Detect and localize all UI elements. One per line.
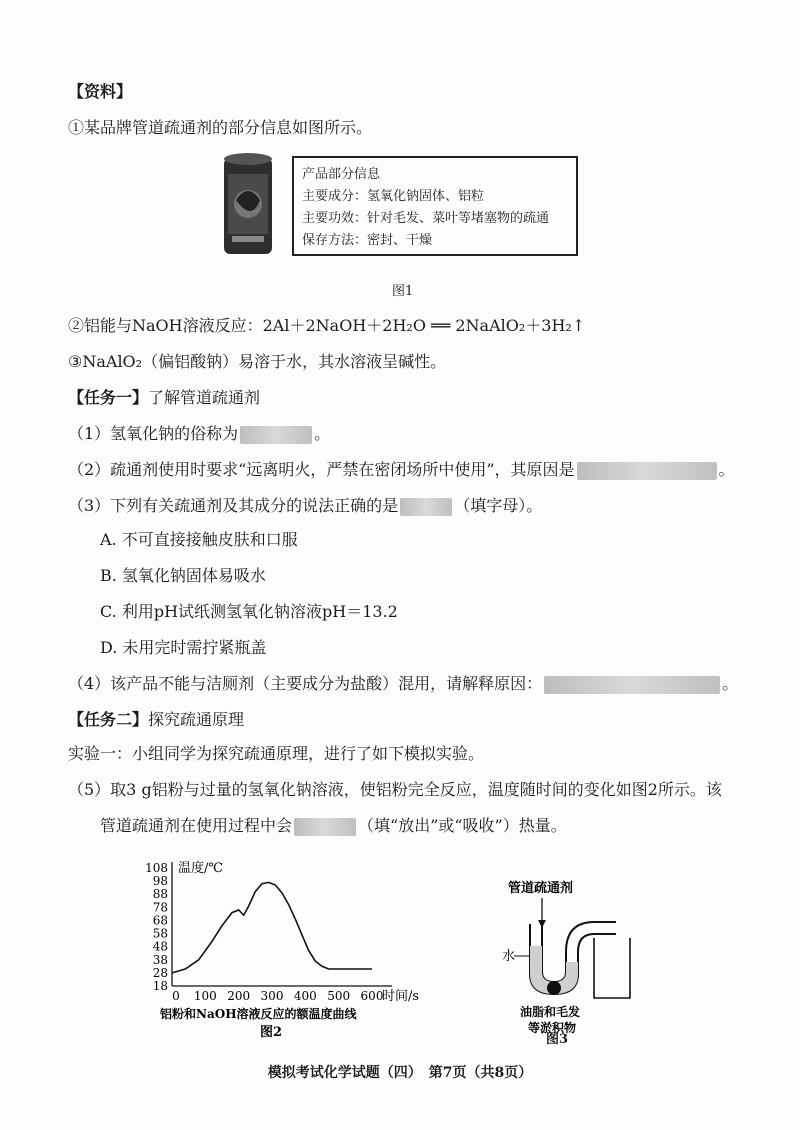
question-5-end: （填“放出”或“吸收”）热量。 [358, 816, 567, 835]
clog-deposit-icon [547, 981, 561, 995]
answer-blank-3[interactable] [400, 498, 452, 516]
question-5-line-2 [100, 816, 567, 836]
page-footer: 模拟考试化学试题（四） 第7页（共8页） [267, 1065, 533, 1081]
task-2-text: 探究疏通原理 [148, 710, 245, 729]
info-item-1: ①某品牌管道疏通剂的部分信息如图所示。 [68, 118, 373, 137]
option-b: B. 氢氧化钠固体易吸水 [100, 566, 266, 585]
chart-x-tick-label: 400 [293, 989, 317, 1003]
question-5-text: 管道疏通剂在使用过程中会 [100, 816, 293, 835]
chart-y-label: 温度/℃ [178, 861, 223, 876]
figure-1-caption: 图1 [392, 284, 414, 299]
reaction-equation: 2Al＋2NaOH＋2H₂O ══ 2NaAlO₂＋3H₂↑ [262, 316, 586, 335]
chart-y-tick-label: 88 [152, 887, 168, 902]
task-1-text: 了解管道疏通剂 [148, 388, 261, 407]
chart-y-tick-label: 28 [152, 965, 168, 980]
answer-blank-4[interactable] [544, 676, 720, 694]
product-info-title: 产品部分信息 [302, 167, 381, 182]
chart-y-tick-label: 108 [145, 861, 168, 875]
experiment-1: 实验一：小组同学为探究疏通原理，进行了如下模拟实验。 [68, 744, 485, 763]
question-4-end: 。 [722, 674, 739, 693]
question-1 [68, 424, 330, 444]
info-item-2-prefix: ②铝能与NaOH溶液反应： [68, 316, 263, 335]
figure-2-label: 图2 [260, 1025, 283, 1040]
figure-3-label: 图3 [546, 1032, 569, 1047]
clog-label-1: 油脂和毛发 [520, 1005, 581, 1019]
task-2-title [68, 710, 244, 730]
question-5-line-1: （5）取3 g铝粉与过量的氢氧化钠溶液，使铝粉完全反应，温度随时间的变化如图2所示。该 [68, 780, 722, 799]
product-info-line: 主要成分：氢氧化钠固体、铝粒 [302, 189, 485, 204]
info-item-2 [68, 316, 585, 336]
chart-x-tick-label: 100 [193, 989, 217, 1003]
question-4 [68, 674, 738, 694]
beaker-icon [594, 938, 630, 998]
chart-x-tick-label: 500 [327, 989, 351, 1003]
chart-y-tick-label: 48 [152, 939, 168, 954]
product-info-box [292, 156, 578, 256]
question-2-text: （2）疏通剂使用时要求“远离明火，严禁在密闭场所中使用”，其原因是 [68, 460, 575, 479]
answer-blank-2[interactable] [577, 462, 717, 480]
answer-blank-1[interactable] [240, 426, 312, 444]
chart-x-tick-label: 0 [172, 989, 180, 1003]
chart-y-tick-label: 78 [152, 900, 168, 915]
chart-y-tick-label: 38 [152, 952, 168, 967]
option-c: C. 利用pH试纸测氢氧化钠溶液pH＝13.2 [100, 602, 398, 621]
temperature-curve [172, 882, 372, 973]
question-2 [68, 460, 735, 480]
task-1-title [68, 388, 260, 408]
section-header-materials: 【资料】 [68, 82, 133, 101]
product-info-line: 保存方法：密封、干燥 [302, 233, 433, 248]
pipe-agent-label: 管道疏通剂 [508, 881, 574, 896]
answer-blank-5[interactable] [294, 818, 356, 836]
chart-caption: 铝粉和NaOH溶液反应的额温度曲线 [160, 1007, 357, 1021]
chart-y-tick-label: 98 [152, 874, 168, 889]
product-info-line: 主要功效：针对毛发、菜叶等堵塞物的疏通 [302, 211, 550, 226]
question-3 [68, 496, 542, 516]
task-2-bracket: 【任务二】 [68, 710, 149, 729]
option-d: D. 未用完时需拧紧瓶盖 [100, 638, 267, 657]
task-1-bracket: 【任务一】 [68, 388, 149, 407]
chart-x-label: 时间/s [382, 989, 420, 1004]
chart-y-tick-label: 18 [152, 979, 168, 993]
product-can-image [222, 152, 274, 256]
temperature-chart [130, 846, 420, 1046]
info-item-3: ③NaAlO₂（偏铝酸钠）易溶于水，其水溶液呈碱性。 [68, 352, 447, 371]
question-1-text: （1）氢氧化钠的俗称为 [68, 424, 239, 443]
drain-pipe-diagram [490, 876, 660, 1046]
question-3-end: （填字母）。 [454, 496, 543, 515]
question-3-text: （3）下列有关疏通剂及其成分的说法正确的是 [68, 496, 399, 515]
clog-label-2: 等淤积物 [528, 1021, 577, 1035]
option-a: A. 不可直接接触皮肤和口服 [100, 530, 298, 549]
chart-y-tick-label: 58 [152, 926, 168, 941]
question-2-end: 。 [718, 460, 735, 479]
water-label: 水 [502, 949, 516, 964]
question-1-end: 。 [314, 424, 331, 443]
question-4-text: （4）该产品不能与洁厕剂（主要成分为盐酸）混用，请解释原因： [68, 674, 543, 693]
chart-x-tick-label: 200 [227, 989, 251, 1003]
chart-x-tick-label: 600 [360, 989, 384, 1003]
chart-x-tick-label: 300 [260, 989, 284, 1003]
chart-y-tick-label: 68 [152, 913, 168, 928]
